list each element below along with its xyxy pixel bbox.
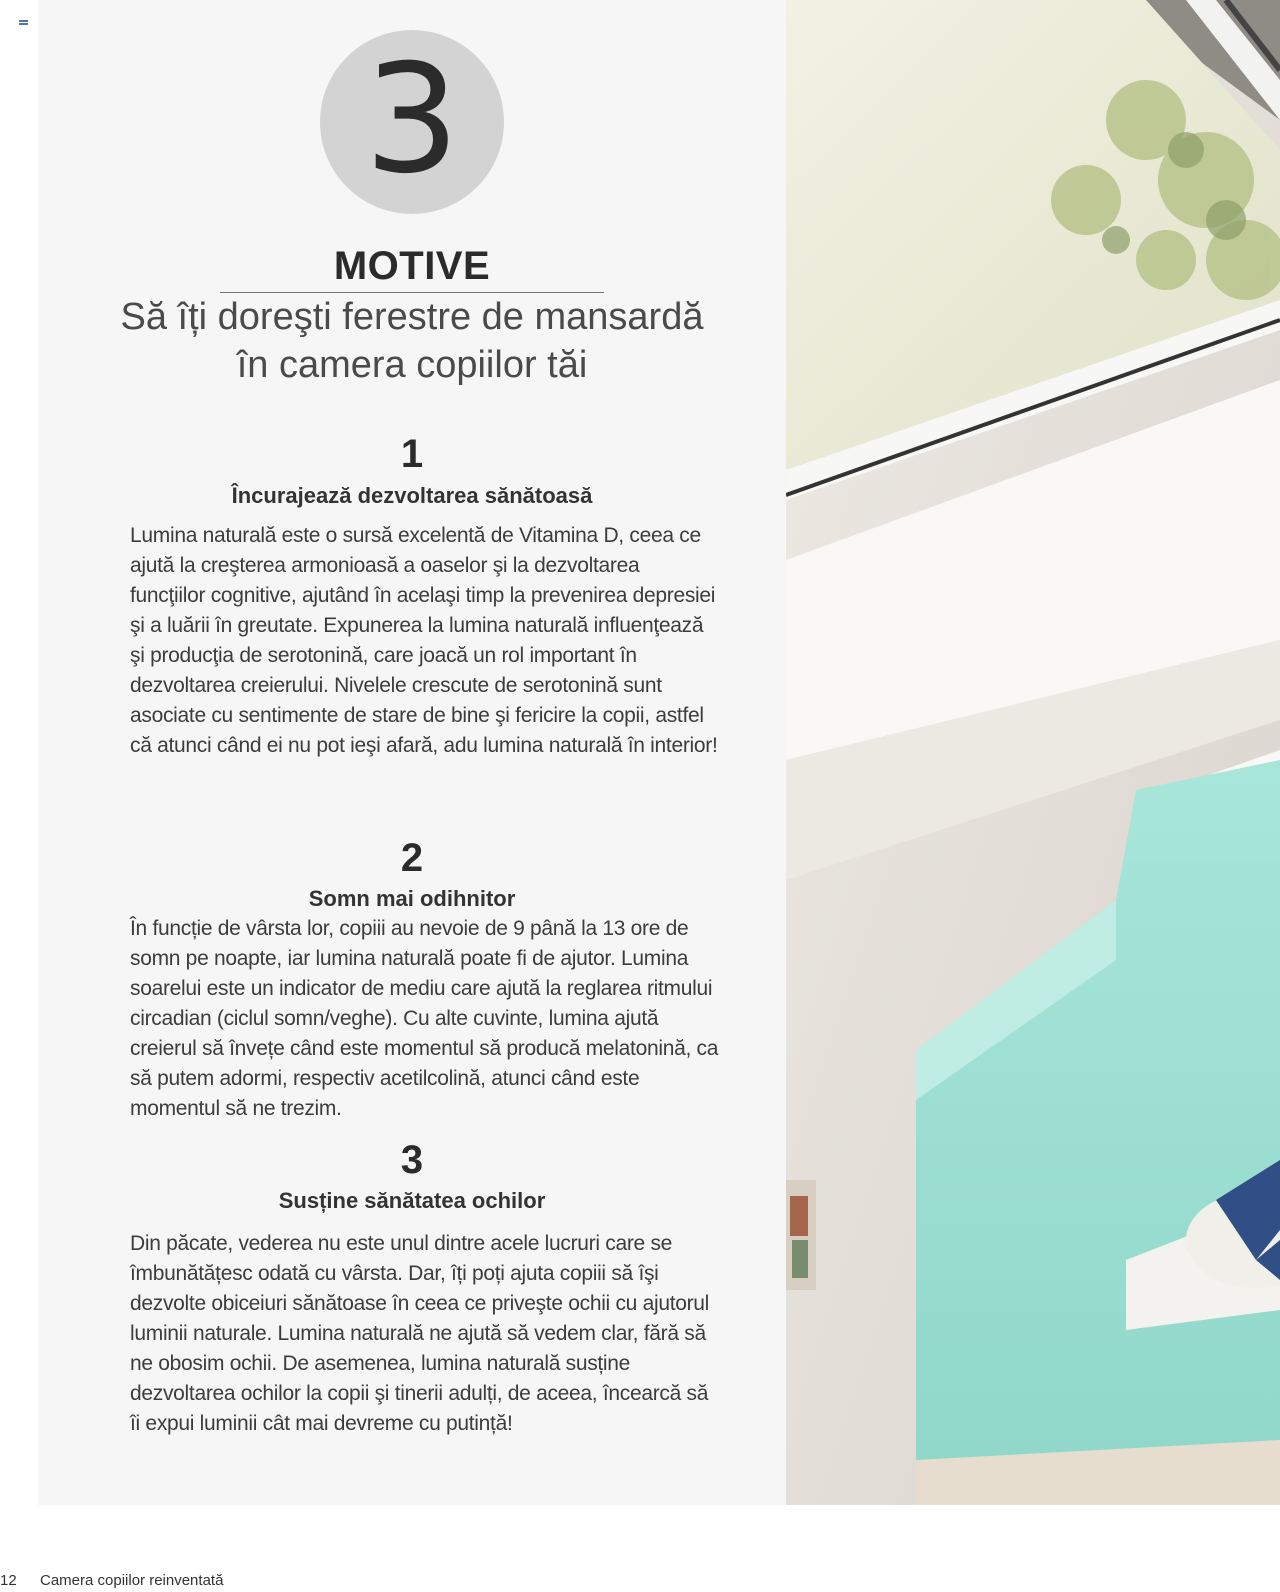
attic-room-illustration — [786, 0, 1280, 1505]
subtitle-line-2: în camera copiilor tăi — [236, 344, 588, 386]
reason-1-heading: Încurajează dezvoltarea sănătoasă — [231, 483, 593, 508]
reason-2-text: În funcție de vârsta lor, copiii au nevoie de 9 până la 13 ore de somn pe noapte, iar lumina naturală poate fi de ajutor. Lumina soarelui este un indicator de mediu care ajută la reglarea ritmului circadian (ciclul somn/veghe). Cu alte cuvinte, lumina ajută creierul să învețe când este momentul să producă melatonină, ca să putem adormi, respectiv acetilcolină, atunci când este momentul să ne trezim. — [130, 917, 719, 1120]
subtitle-line-1: Să îți doreşti ferestre de mansardă — [120, 296, 704, 338]
footer-caption: Camera copiilor reinventată — [40, 1572, 224, 1589]
attic-room-photo — [786, 0, 1280, 1505]
reason-3-heading: Susține sănătatea ochilor — [278, 1188, 546, 1213]
page-title: MOTIVE — [333, 244, 491, 288]
page-number: 12 — [0, 1572, 17, 1589]
reason-1-text: Lumina naturală este o sursă excelentă de Vitamina D, ceea ce ajută la creşterea armonioasă a oaselor şi la dezvoltarea funcţiilor cognitive, ajutând în acelaşi timp la prevenirea depresiei şi a luării în greutate. Expunerea la lumina naturală influenţează şi producţia de serotonină, care joacă un rol important în dezvoltarea creierului. Nivelele crescute de serotonină sunt asociate cu sentimente de stare de bine şi fericire la copii, astfel că atunci când ei nu pot ieşi afară, adu lumina naturală în interior! — [130, 524, 718, 757]
number-circle — [320, 30, 504, 214]
page-subtitle — [100, 293, 724, 389]
reason-2-number: 2 — [400, 836, 424, 880]
reason-3-text: Din păcate, vederea nu este unul dintre acele lucruri care se îmbunătățesc odată cu vârsta. Dar, îți poți ajuta copiii să îşi dezvolte obiceiuri sănătoase în ceea ce priveşte ochii cu ajutorul luminii naturale. Lumina naturală ne ajută să vedem clar, fără să ne obosim ochii. De asemenea, lumina naturală susține dezvoltarea ochilor la copii şi tinerii adulți, de aceea, încearcă să îi expui luminii cât mai devreme cu putință! — [130, 1232, 710, 1435]
menu-icon[interactable] — [19, 20, 28, 27]
reason-2-heading: Somn mai odihnitor — [308, 886, 516, 911]
reason-3-number: 3 — [400, 1138, 424, 1182]
big-number: 3 — [364, 33, 460, 207]
reason-1-number: 1 — [400, 432, 424, 476]
